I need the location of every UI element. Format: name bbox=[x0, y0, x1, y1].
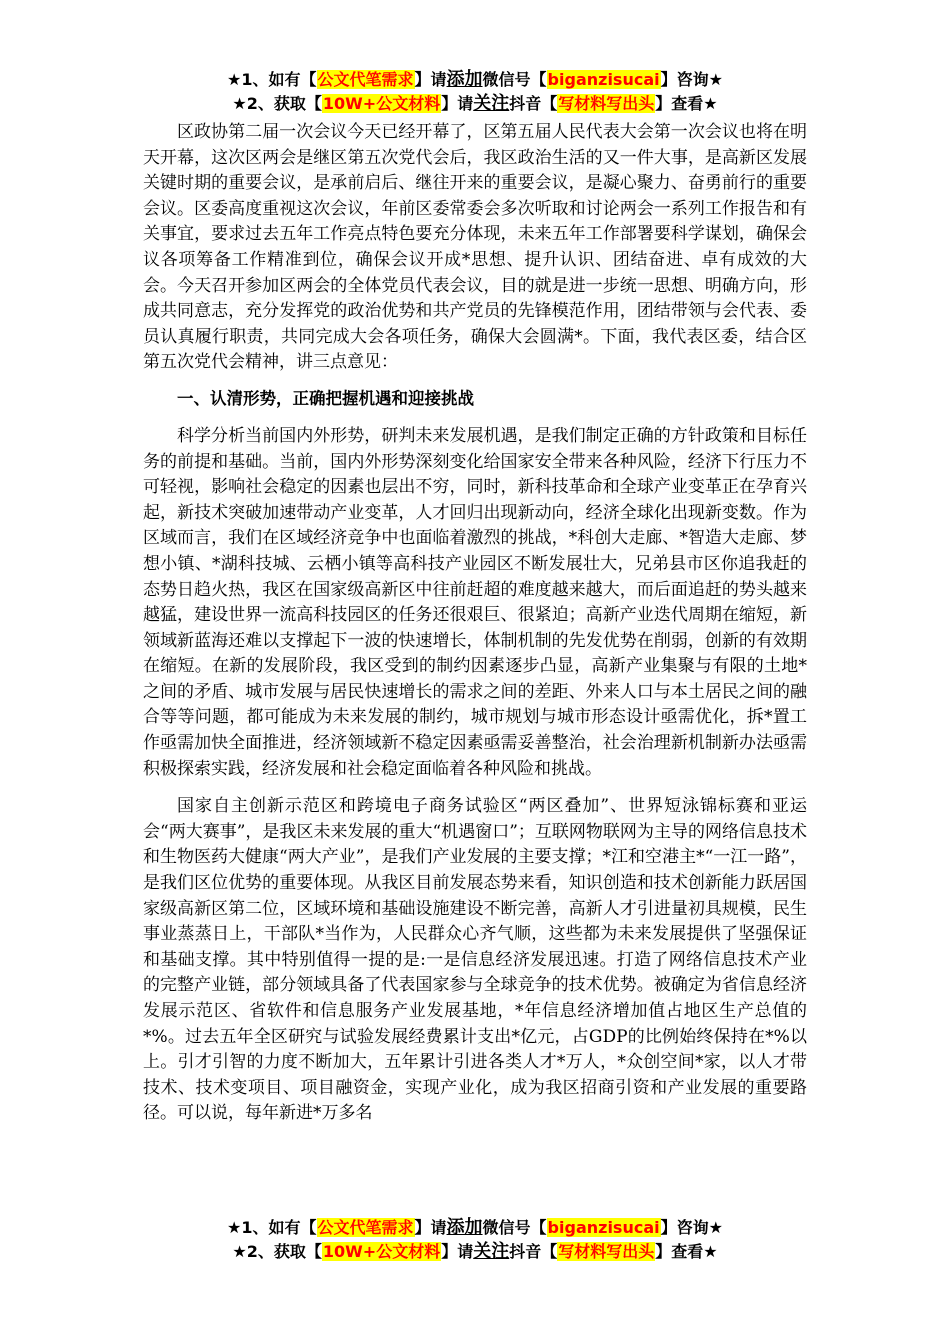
highlight-douyin-account: 写材料写出头 bbox=[558, 94, 655, 113]
highlight-service: 公文代笔需求 bbox=[317, 70, 414, 89]
paragraph-opportunities: 国家自主创新示范区和跨境电子商务试验区“两区叠加”、世界短泳锦标赛和亚运会“两大赛事”，是我区未来发展的重大“机遇窗口”；互联网物联网为主导的网络信息技术和生物医药大健康“两大产业”，是我们产业发展的主要支撑；*江和空港主*“一江一路”，是我们区位优势的重要体现。从我区目前发展态势来看，知识创造和技术创新能力跃居国家级高新区第二位，区域环境和基础设施建设不断完善，高新人才引进量初具规模，民生事业蒸蒸日上，干部队*当作为，人民群众心齐气顺，这些都为未来发展提供了坚强保证和基础支撑。其中特别值得一提的是:一是信息经济发展迅速。打造了网络信息技术产业的完整产业链，部分领域具备了代表国家参与全球竞争的技术优势。被确定为省信息经济发展示范区、省软件和信息服务产业发展基地，*年信息经济增加值占地区生产总值的*%。过去五年全区研究与试验发展经费累计支出*亿元，占GDP的比例始终保持在*%以上。引才引智的力度不断加大，五年累计引进各类人才*万人，*众创空间*家，以人才带技术、技术变项目、项目融资金，实现产业化，成为我区招商引资和产业发展的重要路径。可以说，每年新进*万多名 bbox=[143, 796, 807, 1124]
promo-line-1: ★1、如有【公文代笔需求】请添加微信号【biganzisucai】咨询★ bbox=[227, 69, 723, 90]
highlight-douyin-account: 写材料写出头 bbox=[558, 1242, 655, 1261]
paragraph-situation: 科学分析当前国内外形势，研判未来发展机遇，是我们制定正确的方针政策和目标任务的前提和基础。当前，国内外形势深刻变化给国家安全带来各种风险，经济下行压力不可轻视，影响社会稳定的因素也层出不穷，同时，新科技革命和全球产业变革正在孕育兴起，新技术突破加速带动产业变革，人才回归出现新动向，经济全球化出现新变数。作为区域而言，我们在区域经济竞争中也面临着激烈的挑战，*科创大走廊、*智造大走廊、梦想小镇、*湖科技城、云栖小镇等高科技产业园区不断发展壮大，兄弟县市区你追我赶的态势日趋火热，我区在国家级高新区中往前赶超的难度越来越大，而后面追赶的势头越来越猛，建设世界一流高科技园区的任务还很艰巨、很紧迫；高新产业迭代周期在缩短，新领域新蓝海还难以支撑起下一波的快速增长，体制机制的先发优势在削弱，创新的有效期在缩短。在新的发展阶段，我区受到的制约因素逐步凸显，高新产业集聚与有限的土地*之间的矛盾、城市发展与居民快速增长的需求之间的差距、外来人口与本土居民之间的融合等等问题，都可能成为未来发展的制约，城市规划与城市形态设计亟需优化，拆*置工作亟需加快全面推进，经济领域新不稳定因素亟需妥善整治，社会治理新机制新办法亟需积极探索实践，经济发展和社会稳定面临着各种风险和挑战。 bbox=[143, 425, 807, 779]
promo-banner-bottom bbox=[0, 1216, 950, 1264]
intro-paragraph: 区政协第二届一次会议今天已经开幕了，区第五届人民代表大会第一次会议也将在明天开幕，这次区两会是继区第五次党代会后，我区政治生活的又一件大事，是高新区发展关键时期的重要会议，是承前启后、继往开来的重要会议，是凝心聚力、奋勇前行的重要会议。区委高度重视这次会议，年前区委常委会多次听取和讨论两会一系列工作报告和有关事宜，要求过去五年工作亮点特色要充分体现，未来五年工作部署要科学谋划，确保会议各项筹备工作精准到位，确保会议开成*思想、提升认识、团结奋进、卓有成效的大会。今天召开参加区两会的全体党员代表会议，目的就是进一步统一思想、明确方向，形成共同意志，充分发挥党的政治优势和共产党员的先锋模范作用，团结带领与会代表、委员认真履行职责，共同完成大会各项任务，确保大会圆满*。下面，我代表区委，结合区第五次党代会精神，讲三点意见： bbox=[143, 122, 807, 373]
highlight-wechat-id: biganzisucai bbox=[547, 1218, 660, 1237]
document-body bbox=[143, 120, 807, 1127]
section-heading-1: 一、认清形势，正确把握机遇和迎接挑战 bbox=[177, 388, 474, 408]
star-icon: ★ bbox=[232, 1242, 247, 1261]
highlight-wechat-id: biganzisucai bbox=[547, 70, 660, 89]
highlight-service: 公文代笔需求 bbox=[317, 1218, 414, 1237]
promo-line-2: ★2、获取【10W+公文材料】请关注抖音【写材料写出头】查看★ bbox=[232, 1241, 718, 1262]
promo-banner-top bbox=[0, 68, 950, 116]
highlight-materials: 10W+公文材料 bbox=[322, 94, 441, 113]
highlight-materials: 10W+公文材料 bbox=[322, 1242, 441, 1261]
star-icon: ★ bbox=[227, 1218, 242, 1237]
star-icon: ★ bbox=[227, 70, 242, 89]
promo-line-2: ★2、获取【10W+公文材料】请关注抖音【写材料写出头】查看★ bbox=[232, 93, 718, 114]
star-icon: ★ bbox=[232, 94, 247, 113]
promo-line-1: ★1、如有【公文代笔需求】请添加微信号【biganzisucai】咨询★ bbox=[227, 1217, 723, 1238]
